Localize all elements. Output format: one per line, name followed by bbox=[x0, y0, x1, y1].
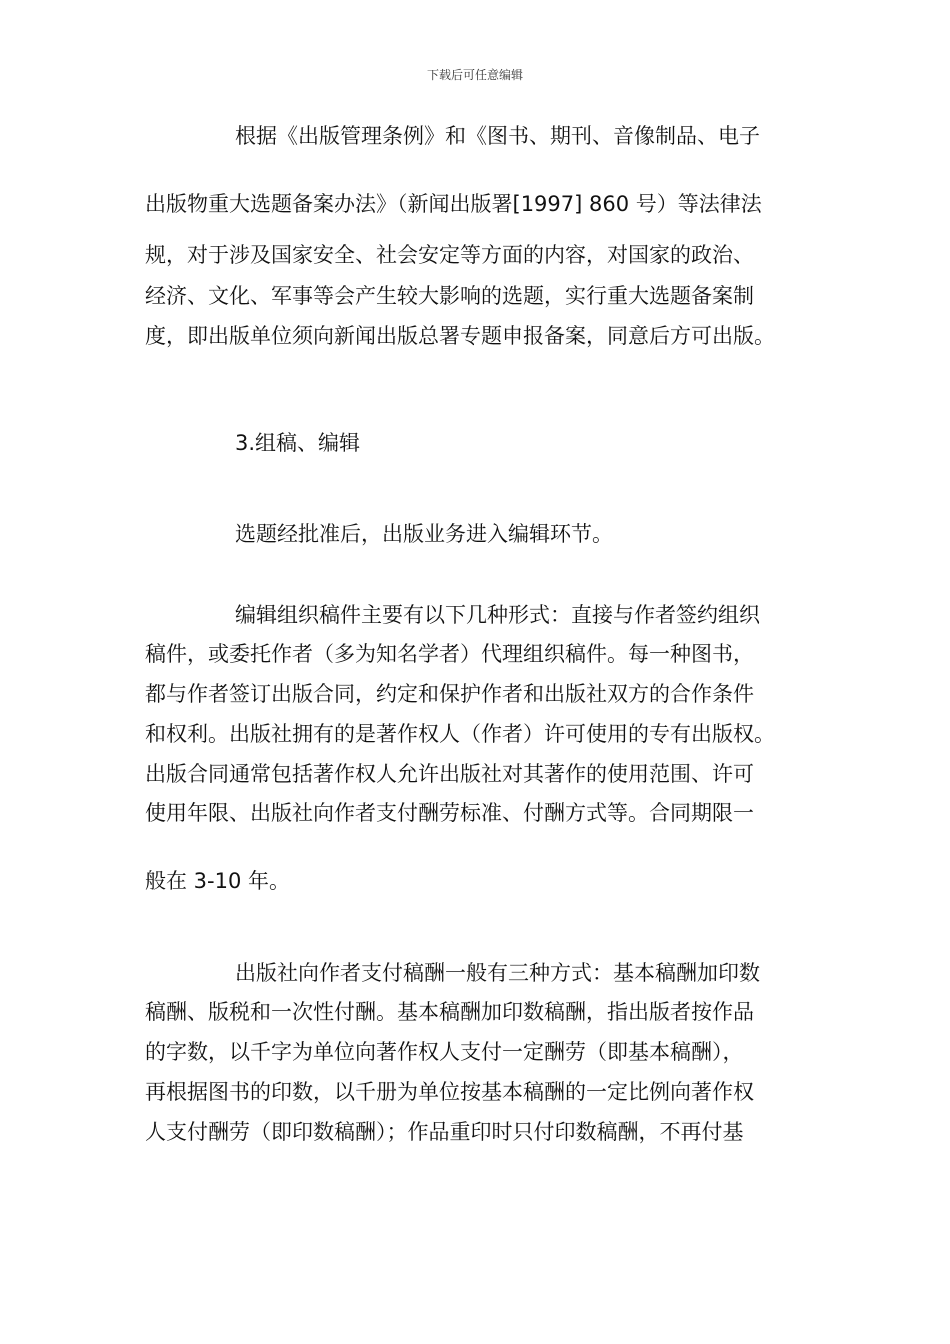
paragraph-line: 稿件，或委托作者（多为知名学者）代理组织稿件。每一种图书， bbox=[145, 642, 754, 666]
paragraph-line: 稿酬、版税和一次性付酬。基本稿酬加印数稿酬，指出版者按作品 bbox=[145, 1000, 754, 1024]
page-header: 下载后可任意编辑 bbox=[426, 68, 523, 82]
paragraph-line: 都与作者签订出版合同，约定和保护作者和出版社双方的合作条件 bbox=[145, 682, 754, 706]
paragraph-line: 选题经批准后，出版业务进入编辑环节。 bbox=[235, 522, 613, 546]
paragraph-line: 出版物重大选题备案办法》（新闻出版署[1997] 860 号）等法律法 bbox=[145, 192, 762, 216]
paragraph-line: 规，对于涉及国家安全、社会安定等方面的内容，对国家的政治、 bbox=[145, 243, 754, 267]
paragraph-line: 根据《出版管理条例》和《图书、期刊、音像制品、电子 bbox=[235, 124, 760, 148]
section-heading: 3.组稿、编辑 bbox=[235, 431, 361, 455]
paragraph-line: 使用年限、出版社向作者支付酬劳标准、付酬方式等。合同期限一 bbox=[145, 801, 754, 825]
paragraph-line: 度，即出版单位须向新闻出版总署专题申报备案，同意后方可出版。 bbox=[145, 324, 775, 348]
paragraph-line: 般在 3-10 年。 bbox=[145, 869, 291, 893]
paragraph-line: 出版合同通常包括著作权人允许出版社对其著作的使用范围、许可 bbox=[145, 762, 754, 786]
paragraph-line: 出版社向作者支付稿酬一般有三种方式：基本稿酬加印数 bbox=[235, 961, 760, 985]
paragraph-line: 人支付酬劳（即印数稿酬）；作品重印时只付印数稿酬，不再付基 bbox=[145, 1120, 744, 1144]
paragraph-line: 和权利。出版社拥有的是著作权人（作者）许可使用的专有出版权。 bbox=[145, 722, 775, 746]
paragraph-line: 编辑组织稿件主要有以下几种形式：直接与作者签约组织 bbox=[235, 603, 760, 627]
paragraph-line: 再根据图书的印数，以千册为单位按基本稿酬的一定比例向著作权 bbox=[145, 1080, 754, 1104]
paragraph-line: 经济、文化、军事等会产生较大影响的选题，实行重大选题备案制 bbox=[145, 284, 754, 308]
paragraph-line: 的字数，以千字为单位向著作权人支付一定酬劳（即基本稿酬）， bbox=[145, 1040, 744, 1064]
